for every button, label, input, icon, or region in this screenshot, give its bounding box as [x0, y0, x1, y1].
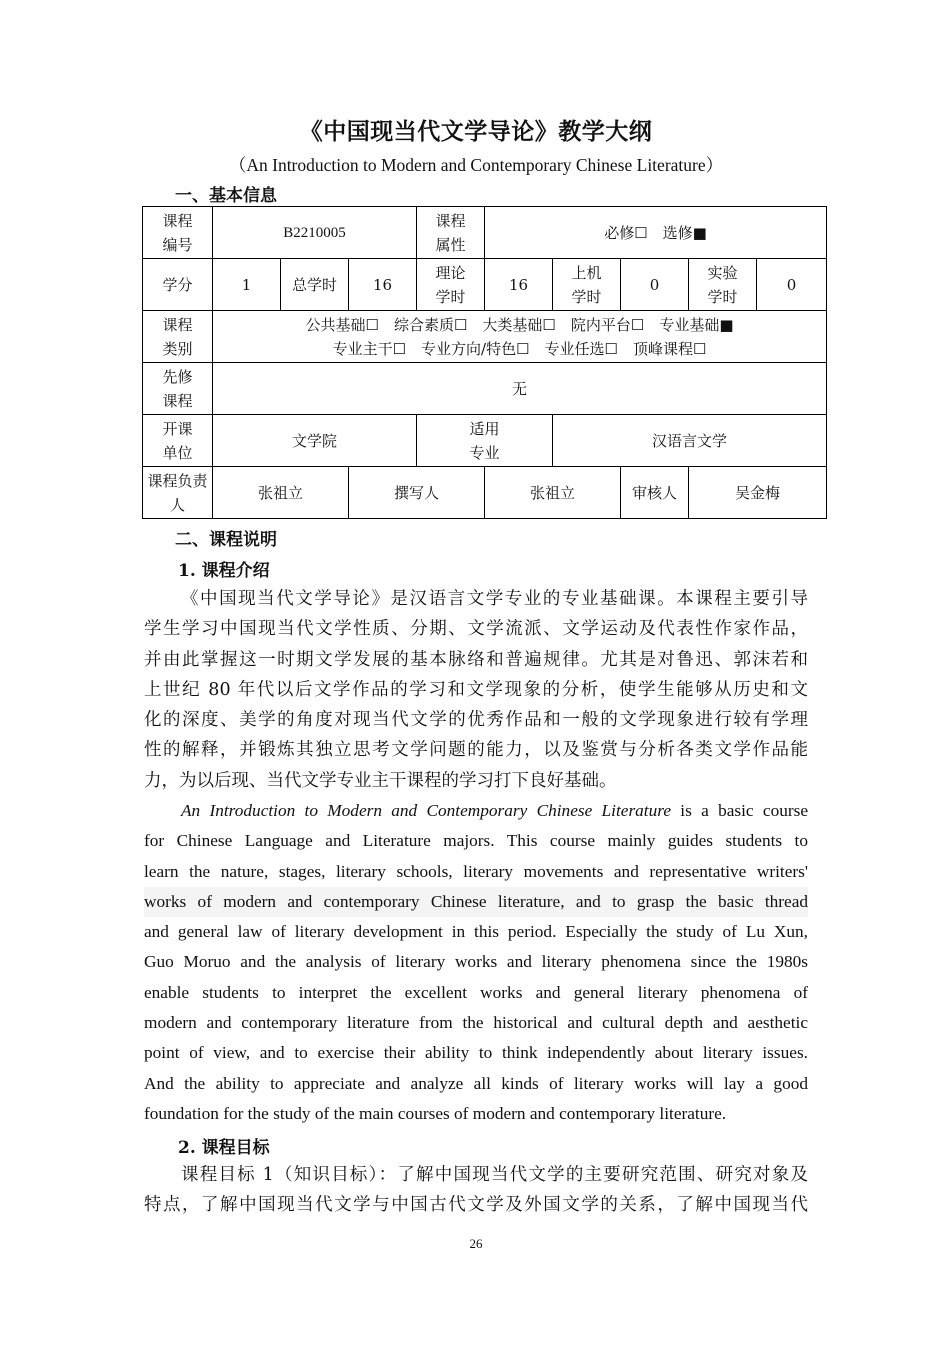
- page-number: 26: [469, 1236, 483, 1251]
- table-row: [143, 415, 827, 467]
- course-goals-heading: 2. 课程目标: [178, 1138, 270, 1158]
- paragraph-line: foundation for the study of the main courses of modern and contemporary literature.: [144, 1103, 727, 1123]
- paragraph-line: learn the nature, stages, literary schools, literary movements and representative writers': [144, 861, 808, 881]
- document-subtitle: （An Introduction to Modern and Contemporary Chinese Literature）: [228, 155, 724, 175]
- reviewer-value: 吴金梅: [689, 467, 827, 519]
- paragraph-line: point of view, and to exercise their ability to think independently about literary issues.: [144, 1043, 808, 1063]
- prereq-label: 先修课程: [143, 363, 213, 415]
- paragraph-line: 学生学习中国现当代文学性质、分期、文学流派、文学运动及代表性作家作品，: [144, 619, 808, 640]
- table-row: [143, 207, 827, 259]
- document-title: 《中国现当代文学导论》教学大纲: [299, 118, 653, 145]
- table-row: [143, 363, 827, 415]
- paragraph-line: [144, 796, 808, 826]
- paragraph-line: enable students to interpret the excellent works and general literary phenomena of: [144, 982, 808, 1002]
- course-intro-english: [144, 796, 808, 1129]
- computer-hours-label: 上机学时: [553, 259, 621, 311]
- dept-label: 开课单位: [143, 415, 213, 467]
- course-code-label: 课程编号: [143, 207, 213, 259]
- paragraph-line: Guo Moruo and the analysis of literary works and literary phenomena since the 1980s: [144, 952, 808, 972]
- prereq-value: 无: [213, 363, 827, 415]
- course-attr-value: 必修☐ 选修■: [485, 207, 827, 259]
- credit-label: 学分: [143, 259, 213, 311]
- category-label: 课程类别: [143, 311, 213, 363]
- paragraph-line: works of modern and contemporary Chinese literature, and to grasp the basic thread: [144, 887, 808, 917]
- paragraph-line: 特点，了解中国现当代文学与中国古代文学及外国文学的关系，了解中国现当代: [144, 1195, 808, 1216]
- leader-value: 张祖立: [213, 467, 349, 519]
- paragraph-line: and general law of literary development in this period. Especially the study of Lu Xun,: [144, 922, 808, 942]
- paragraph-line: modern and contemporary literature from the historical and cultural depth and aesthetic: [144, 1013, 808, 1033]
- course-intro-heading: 1. 课程介绍: [178, 561, 270, 581]
- dept-value: 文学院: [213, 415, 417, 467]
- course-title-italic: An Introduction to Modern and Contemporary Chinese Literature: [181, 801, 672, 820]
- paragraph-line: for Chinese Language and Literature majors. This course mainly guides students to: [144, 831, 808, 851]
- leader-label: 课程负责人: [143, 467, 213, 519]
- reviewer-label: 审核人: [621, 467, 689, 519]
- section-course-description-heading: 二、课程说明: [175, 530, 277, 550]
- total-hours-label: 总学时: [281, 259, 349, 311]
- major-label: 适用专业: [417, 415, 553, 467]
- section-basic-info-heading: 一、基本信息: [175, 186, 277, 206]
- paragraph-line: 《中国现当代文学导论》是汉语言文学专业的专业基础课。本课程主要引导: [181, 589, 808, 609]
- lab-hours-value: 0: [757, 259, 827, 311]
- paragraph-line: And the ability to appreciate and analyze all kinds of literary works will lay a good: [144, 1073, 808, 1093]
- course-goals-text: [144, 1160, 808, 1221]
- category-options-line: 专业主干☐ 专业方向/特色☐ 专业任选☐ 顶峰课程☐: [332, 339, 707, 358]
- table-row: [143, 311, 827, 363]
- course-code-value: B2210005: [213, 207, 417, 259]
- major-value: 汉语言文学: [553, 415, 827, 467]
- table-row: [143, 467, 827, 519]
- credit-value: 1: [213, 259, 281, 311]
- lab-hours-label: 实验学时: [689, 259, 757, 311]
- paragraph-text: is a basic course: [671, 801, 808, 820]
- course-attr-label: 课程属性: [417, 207, 485, 259]
- table-row: [143, 259, 827, 311]
- category-options-line: 公共基础☐ 综合素质☐ 大类基础☐ 院内平台☐ 专业基础■: [305, 315, 734, 334]
- theory-hours-value: 16: [485, 259, 553, 311]
- theory-hours-label: 理论学时: [417, 259, 485, 311]
- computer-hours-value: 0: [621, 259, 689, 311]
- paragraph-line: 并由此掌握这一时期文学发展的基本脉络和普遍规律。尤其是对鲁迅、郭沫若和: [144, 649, 808, 670]
- paragraph-line: 上世纪 80 年代以后文学作品的学习和文学现象的分析，使学生能够从历史和文: [144, 679, 808, 700]
- author-label: 撰写人: [349, 467, 485, 519]
- paragraph-line: 力，为以后现、当代文学专业主干课程的学习打下良好基础。: [144, 770, 617, 791]
- paragraph-line: 性的解释，并锻炼其独立思考文学问题的能力，以及鉴赏与分析各类文学作品能: [144, 740, 808, 761]
- paragraph-line: 化的深度、美学的角度对现当代文学的优秀作品和一般的文学现象进行较有学理: [144, 710, 808, 731]
- author-value: 张祖立: [485, 467, 621, 519]
- category-options: [213, 311, 827, 363]
- paragraph-line: 课程目标 1（知识目标）：了解中国现当代文学的主要研究范围、研究对象及: [181, 1165, 808, 1185]
- total-hours-value: 16: [349, 259, 417, 311]
- basic-info-table: [142, 206, 827, 519]
- course-intro-chinese: [144, 584, 808, 796]
